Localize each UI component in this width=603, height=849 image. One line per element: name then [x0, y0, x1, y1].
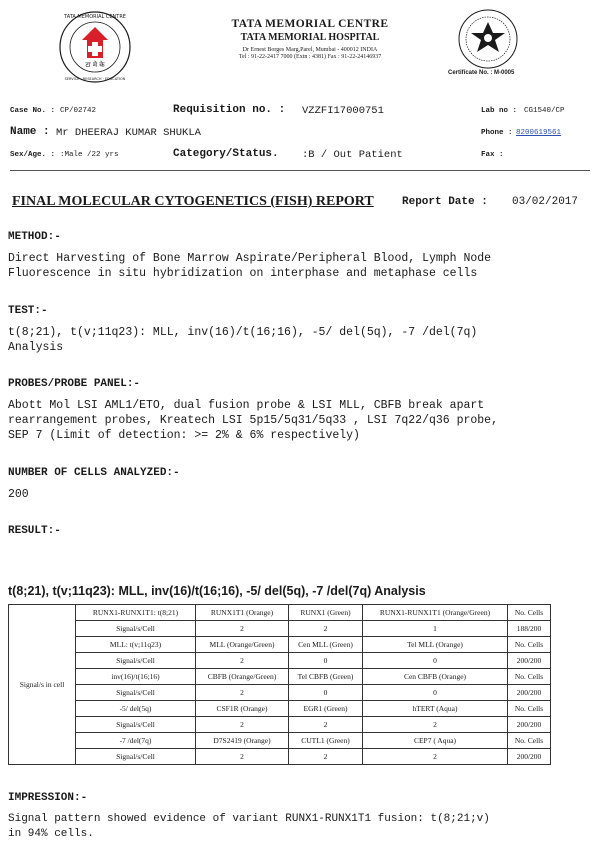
table-cell: 2 [196, 749, 289, 765]
table-cell: Tel MLL (Orange) [363, 637, 508, 653]
impression-line: in 94% cells. [8, 828, 94, 840]
table-cell: Signal/s/Cell [76, 685, 196, 701]
table-row [9, 685, 551, 701]
table-cell: 0 [363, 653, 508, 669]
svg-text:TATA MEMORIAL CENTRE: TATA MEMORIAL CENTRE [64, 14, 126, 20]
lab-no: CG1540/CP [524, 107, 565, 115]
table-cell: MLL (Orange/Green) [196, 637, 289, 653]
table-cell: No. Cells [508, 701, 551, 717]
probes-line: Abott Mol LSI AML1/ETO, dual fusion probe & LSI MLL, CBFB break apart [8, 399, 485, 412]
table-cell: CBFB (Orange/Green) [196, 669, 289, 685]
table-cell: EGR1 (Green) [289, 701, 363, 717]
report-date: 03/02/2017 [512, 196, 579, 208]
table-cell: RUNX1-RUNX1T1: t(8;21) [76, 605, 196, 621]
table-cell: 2 [196, 717, 289, 733]
row-group-label: Signal/s in cell [9, 605, 76, 765]
table-cell: 2 [289, 717, 363, 733]
cells-value: 200 [8, 488, 29, 501]
report-date-label: Report Date : [402, 196, 488, 208]
table-row [9, 717, 551, 733]
tmc-logo [58, 10, 132, 84]
accreditation-seal [449, 8, 527, 74]
table-cell: 188/200 [508, 621, 551, 637]
impression-line: Signal pattern showed evidence of variant RUNX1-RUNX1T1 fusion: t(8;21;v) [8, 813, 490, 825]
result-table [8, 604, 551, 765]
table-cell: 2 [196, 685, 289, 701]
fax-label: Fax : [481, 151, 504, 159]
table-cell: MLL: t(v;11q23) [76, 637, 196, 653]
table-row [9, 605, 551, 621]
table-row [9, 637, 551, 653]
phone-link[interactable]: 8200619561 [516, 129, 562, 137]
test-heading: TEST:- [8, 305, 48, 317]
table-cell: 0 [363, 685, 508, 701]
result-heading: RESULT:- [8, 525, 61, 537]
certificate-number: Certificate No. : M-0005 [448, 70, 515, 76]
method-line: Direct Harvesting of Bone Marrow Aspirate/Peripheral Blood, Lymph Node [8, 252, 492, 265]
requisition-label: Requisition no. : [173, 104, 286, 116]
table-cell: 1 [363, 621, 508, 637]
probes-line: SEP 7 (Limit of detection: >= 2% & 6% respectively) [8, 429, 360, 442]
requisition-no: VZZFI17000751 [302, 105, 384, 117]
probes-line: rearrangement probes, Kreatech LSI 5p15/5q31/5q33 , LSI 7q22/q36 probe, [8, 414, 498, 427]
table-row [9, 621, 551, 637]
table-cell: inv(16)/t(16;16) [76, 669, 196, 685]
table-cell: Signal/s/Cell [76, 653, 196, 669]
table-cell: D7S2419 (Orange) [196, 733, 289, 749]
cells-heading: NUMBER OF CELLS ANALYZED:- [8, 467, 180, 479]
table-row [9, 669, 551, 685]
table-cell: 2 [363, 717, 508, 733]
test-line: t(8;21), t(v;11q23): MLL, inv(16)/t(16;16), -5/ del(5q), -7 /del(7q) [8, 326, 478, 339]
table-cell: Cen CBFB (Orange) [363, 669, 508, 685]
svg-text:टा मे के: टा मे के [85, 61, 105, 69]
table-cell: RUNX1T1 (Orange) [196, 605, 289, 621]
lab-no-label: Lab no : [481, 107, 518, 115]
table-row [9, 733, 551, 749]
table-cell: RUNX1 (Green) [289, 605, 363, 621]
category-status: :B / Out Patient [302, 149, 403, 161]
table-cell: CUTL1 (Green) [289, 733, 363, 749]
test-line: Analysis [8, 341, 64, 354]
name-label: Name : [10, 126, 50, 138]
result-table-title: t(8;21), t(v;11q23): MLL, inv(16)/t(16;16), -5/ del(5q), -7 /del(7q) Analysis [8, 584, 426, 598]
case-no: CP/02742 [60, 107, 97, 115]
method-heading: METHOD:- [8, 231, 61, 243]
table-cell: -7 /del(7q) [76, 733, 196, 749]
table-cell: 200/200 [508, 685, 551, 701]
probes-text [8, 398, 498, 443]
sex-age-label: Sex/Age. : [10, 151, 56, 159]
table-cell: 200/200 [508, 749, 551, 765]
impression-text [8, 812, 490, 842]
table-cell: 2 [289, 621, 363, 637]
letterhead [140, 18, 480, 60]
divider [10, 170, 590, 171]
table-row [9, 749, 551, 765]
table-cell: Signal/s/Cell [76, 621, 196, 637]
case-no-label: Case No. : [10, 107, 56, 115]
table-cell: 2 [196, 621, 289, 637]
impression-heading: IMPRESSION:- [8, 792, 88, 804]
table-cell: No. Cells [508, 605, 551, 621]
table-row [9, 701, 551, 717]
patient-name: Mr DHEERAJ KUMAR SHUKLA [56, 127, 201, 139]
table-cell: 2 [289, 749, 363, 765]
table-cell: 2 [196, 653, 289, 669]
report-title: FINAL MOLECULAR CYTOGENETICS (FISH) REPORT [12, 194, 374, 209]
method-line: Fluorescence in situ hybridization on interphase and metaphase cells [8, 267, 478, 280]
table-cell: No. Cells [508, 733, 551, 749]
test-text [8, 325, 477, 355]
table-cell: Signal/s/Cell [76, 749, 196, 765]
org-name: TATA MEMORIAL CENTRE [231, 18, 389, 30]
table-cell: No. Cells [508, 669, 551, 685]
table-cell: CSF1R (Orange) [196, 701, 289, 717]
table-row [9, 653, 551, 669]
table-cell: -5/ del(5q) [76, 701, 196, 717]
table-cell: Cen MLL (Green) [289, 637, 363, 653]
method-text [8, 251, 491, 281]
table-cell: 0 [289, 685, 363, 701]
table-cell: 2 [363, 749, 508, 765]
table-cell: 200/200 [508, 717, 551, 733]
hospital-name: TATA MEMORIAL HOSPITAL [240, 32, 380, 44]
contact: Tel : 91-22-2417 7000 (Extn : 4381) Fax : 91-22-24146937 [238, 53, 382, 60]
table-cell: 200/200 [508, 653, 551, 669]
table-cell: 0 [289, 653, 363, 669]
table-cell: No. Cells [508, 637, 551, 653]
address: Dr Ernest Borges Marg,Parel, Mumbai - 400012 INDIA [242, 46, 378, 53]
svg-text:SERVICE · RESEARCH · EDUCATION: SERVICE · RESEARCH · EDUCATION [64, 77, 126, 81]
phone-label: Phone : [481, 129, 513, 137]
table-cell: hTERT (Aqua) [363, 701, 508, 717]
sex-age: :Male /22 yrs [60, 151, 119, 159]
table-cell: RUNX1-RUNX1T1 (Orange/Green) [363, 605, 508, 621]
category-label: Category/Status. [173, 148, 279, 160]
probes-heading: PROBES/PROBE PANEL:- [8, 378, 141, 390]
table-cell: CEP7 ( Aqua) [363, 733, 508, 749]
table-cell: Signal/s/Cell [76, 717, 196, 733]
table-cell: Tel CBFB (Green) [289, 669, 363, 685]
